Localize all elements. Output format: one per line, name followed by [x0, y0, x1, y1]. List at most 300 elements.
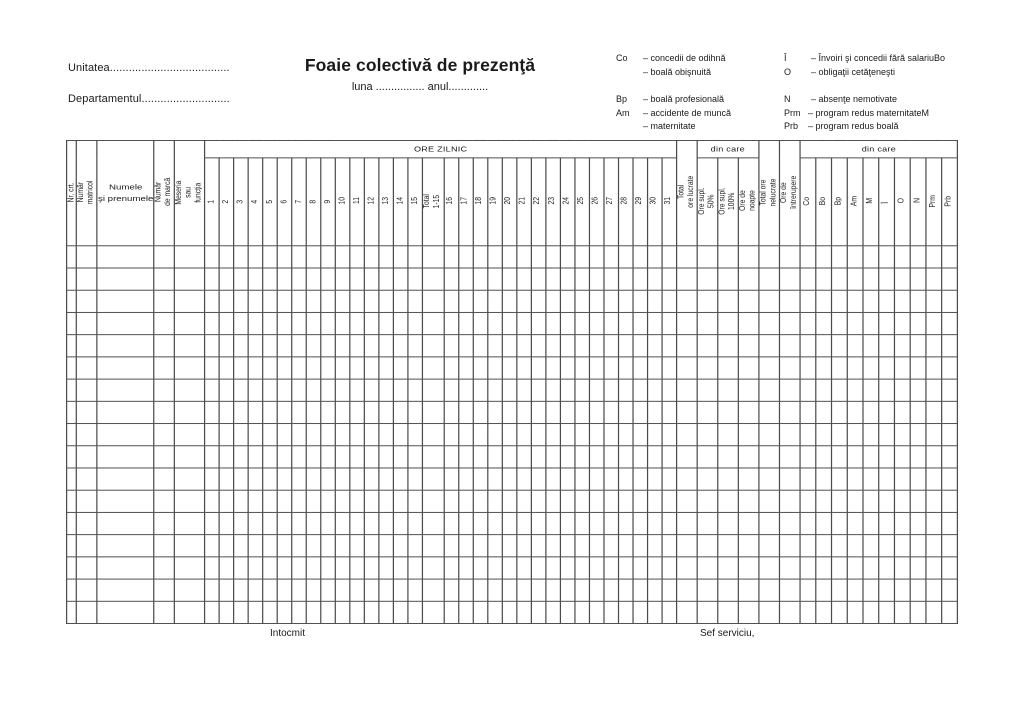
table-cell[interactable] — [603, 401, 618, 423]
table-cell[interactable] — [77, 335, 98, 357]
table-row[interactable] — [67, 312, 958, 334]
table-cell[interactable] — [618, 512, 633, 534]
table-cell[interactable] — [697, 357, 718, 379]
table-cell[interactable] — [759, 290, 780, 312]
table-cell[interactable] — [77, 246, 98, 268]
table-cell[interactable] — [603, 290, 618, 312]
table-cell[interactable] — [603, 446, 618, 468]
table-cell[interactable] — [910, 446, 926, 468]
table-cell[interactable] — [662, 490, 677, 512]
table-cell[interactable] — [633, 468, 648, 490]
table-cell[interactable] — [780, 401, 801, 423]
table-cell[interactable] — [942, 290, 958, 312]
table-cell[interactable] — [516, 446, 531, 468]
table-cell[interactable] — [292, 557, 307, 579]
table-cell[interactable] — [633, 401, 648, 423]
table-cell[interactable] — [249, 379, 264, 401]
table-cell[interactable] — [77, 424, 98, 446]
table-cell[interactable] — [717, 335, 738, 357]
table-cell[interactable] — [502, 268, 517, 290]
table-cell[interactable] — [502, 424, 517, 446]
table-cell[interactable] — [423, 379, 444, 401]
table-cell[interactable] — [863, 512, 879, 534]
table-cell[interactable] — [220, 446, 235, 468]
table-cell[interactable] — [263, 357, 278, 379]
table-cell[interactable] — [516, 312, 531, 334]
table-cell[interactable] — [738, 290, 759, 312]
table-cell[interactable] — [154, 357, 175, 379]
table-cell[interactable] — [220, 557, 235, 579]
table-cell[interactable] — [365, 401, 380, 423]
table-cell[interactable] — [879, 557, 895, 579]
table-cell[interactable] — [307, 446, 322, 468]
table-cell[interactable] — [633, 379, 648, 401]
table-cell[interactable] — [394, 468, 409, 490]
table-cell[interactable] — [816, 357, 832, 379]
table-cell[interactable] — [574, 468, 589, 490]
table-cell[interactable] — [738, 557, 759, 579]
table-cell[interactable] — [780, 490, 801, 512]
table-cell[interactable] — [350, 246, 365, 268]
table-cell[interactable] — [444, 557, 459, 579]
table-cell[interactable] — [545, 268, 560, 290]
table-cell[interactable] — [321, 357, 336, 379]
table-cell[interactable] — [307, 379, 322, 401]
table-cell[interactable] — [473, 512, 488, 534]
table-cell[interactable] — [336, 312, 351, 334]
table-cell[interactable] — [458, 424, 473, 446]
table-cell[interactable] — [863, 290, 879, 312]
table-cell[interactable] — [738, 379, 759, 401]
table-cell[interactable] — [278, 335, 293, 357]
table-cell[interactable] — [379, 246, 394, 268]
table-cell[interactable] — [175, 335, 205, 357]
table-cell[interactable] — [97, 468, 154, 490]
table-cell[interactable] — [816, 290, 832, 312]
table-cell[interactable] — [676, 357, 697, 379]
table-cell[interactable] — [234, 490, 249, 512]
table-cell[interactable] — [926, 512, 942, 534]
table-cell[interactable] — [816, 601, 832, 623]
table-cell[interactable] — [321, 512, 336, 534]
table-cell[interactable] — [67, 535, 77, 557]
table-cell[interactable] — [895, 268, 911, 290]
table-cell[interactable] — [205, 446, 220, 468]
table-cell[interactable] — [249, 335, 264, 357]
table-cell[interactable] — [365, 357, 380, 379]
table-cell[interactable] — [249, 579, 264, 601]
table-cell[interactable] — [574, 424, 589, 446]
table-cell[interactable] — [697, 535, 718, 557]
table-cell[interactable] — [67, 468, 77, 490]
table-cell[interactable] — [545, 490, 560, 512]
table-cell[interactable] — [895, 401, 911, 423]
table-row[interactable] — [67, 468, 958, 490]
table-cell[interactable] — [942, 579, 958, 601]
table-cell[interactable] — [847, 601, 863, 623]
table-cell[interactable] — [618, 468, 633, 490]
table-cell[interactable] — [816, 512, 832, 534]
table-cell[interactable] — [863, 379, 879, 401]
table-cell[interactable] — [220, 601, 235, 623]
table-cell[interactable] — [154, 290, 175, 312]
table-cell[interactable] — [942, 312, 958, 334]
table-cell[interactable] — [697, 335, 718, 357]
table-cell[interactable] — [307, 579, 322, 601]
table-cell[interactable] — [545, 446, 560, 468]
table-cell[interactable] — [220, 490, 235, 512]
table-cell[interactable] — [350, 579, 365, 601]
table-cell[interactable] — [717, 512, 738, 534]
table-cell[interactable] — [531, 535, 546, 557]
table-cell[interactable] — [832, 357, 848, 379]
table-cell[interactable] — [633, 357, 648, 379]
table-cell[interactable] — [633, 579, 648, 601]
table-cell[interactable] — [175, 357, 205, 379]
table-cell[interactable] — [589, 446, 604, 468]
table-cell[interactable] — [926, 246, 942, 268]
table-cell[interactable] — [307, 557, 322, 579]
table-cell[interactable] — [942, 512, 958, 534]
table-cell[interactable] — [77, 379, 98, 401]
table-cell[interactable] — [589, 535, 604, 557]
table-cell[interactable] — [154, 579, 175, 601]
table-cell[interactable] — [154, 446, 175, 468]
table-cell[interactable] — [618, 490, 633, 512]
table-cell[interactable] — [662, 557, 677, 579]
table-row[interactable] — [67, 401, 958, 423]
table-cell[interactable] — [780, 424, 801, 446]
table-cell[interactable] — [220, 268, 235, 290]
table-cell[interactable] — [502, 601, 517, 623]
table-cell[interactable] — [292, 468, 307, 490]
table-cell[interactable] — [154, 490, 175, 512]
table-cell[interactable] — [847, 401, 863, 423]
table-cell[interactable] — [321, 312, 336, 334]
table-cell[interactable] — [910, 424, 926, 446]
table-cell[interactable] — [847, 379, 863, 401]
table-cell[interactable] — [423, 312, 444, 334]
table-cell[interactable] — [863, 335, 879, 357]
table-cell[interactable] — [379, 312, 394, 334]
table-cell[interactable] — [697, 512, 718, 534]
table-cell[interactable] — [589, 312, 604, 334]
table-cell[interactable] — [780, 290, 801, 312]
table-row[interactable] — [67, 557, 958, 579]
table-cell[interactable] — [618, 557, 633, 579]
table-cell[interactable] — [487, 312, 502, 334]
table-cell[interactable] — [832, 490, 848, 512]
table-cell[interactable] — [697, 401, 718, 423]
table-cell[interactable] — [249, 557, 264, 579]
table-cell[interactable] — [487, 424, 502, 446]
table-cell[interactable] — [321, 490, 336, 512]
table-cell[interactable] — [307, 490, 322, 512]
table-cell[interactable] — [816, 535, 832, 557]
table-cell[interactable] — [574, 601, 589, 623]
table-cell[interactable] — [394, 601, 409, 623]
table-cell[interactable] — [321, 468, 336, 490]
table-cell[interactable] — [895, 557, 911, 579]
table-cell[interactable] — [895, 601, 911, 623]
table-cell[interactable] — [249, 357, 264, 379]
table-cell[interactable] — [249, 246, 264, 268]
table-cell[interactable] — [154, 601, 175, 623]
table-cell[interactable] — [910, 512, 926, 534]
table-cell[interactable] — [603, 601, 618, 623]
table-cell[interactable] — [458, 557, 473, 579]
table-cell[interactable] — [350, 379, 365, 401]
table-cell[interactable] — [408, 579, 423, 601]
table-cell[interactable] — [473, 335, 488, 357]
table-cell[interactable] — [697, 579, 718, 601]
table-cell[interactable] — [77, 268, 98, 290]
table-cell[interactable] — [647, 601, 662, 623]
table-cell[interactable] — [516, 335, 531, 357]
table-cell[interactable] — [307, 424, 322, 446]
table-cell[interactable] — [97, 312, 154, 334]
table-cell[interactable] — [516, 512, 531, 534]
table-cell[interactable] — [278, 557, 293, 579]
table-cell[interactable] — [531, 557, 546, 579]
table-cell[interactable] — [618, 246, 633, 268]
table-cell[interactable] — [697, 490, 718, 512]
table-cell[interactable] — [717, 424, 738, 446]
table-cell[interactable] — [263, 512, 278, 534]
table-cell[interactable] — [759, 557, 780, 579]
table-cell[interactable] — [618, 379, 633, 401]
table-cell[interactable] — [97, 557, 154, 579]
table-cell[interactable] — [292, 335, 307, 357]
table-cell[interactable] — [647, 512, 662, 534]
table-cell[interactable] — [321, 335, 336, 357]
table-cell[interactable] — [847, 335, 863, 357]
table-cell[interactable] — [662, 446, 677, 468]
table-cell[interactable] — [618, 290, 633, 312]
table-cell[interactable] — [487, 335, 502, 357]
table-cell[interactable] — [473, 535, 488, 557]
table-cell[interactable] — [408, 446, 423, 468]
table-cell[interactable] — [633, 535, 648, 557]
table-cell[interactable] — [780, 579, 801, 601]
table-cell[interactable] — [574, 401, 589, 423]
table-cell[interactable] — [545, 246, 560, 268]
table-cell[interactable] — [278, 379, 293, 401]
table-cell[interactable] — [394, 512, 409, 534]
table-cell[interactable] — [926, 335, 942, 357]
table-cell[interactable] — [444, 601, 459, 623]
table-cell[interactable] — [444, 512, 459, 534]
table-cell[interactable] — [97, 424, 154, 446]
table-cell[interactable] — [77, 601, 98, 623]
table-row[interactable] — [67, 579, 958, 601]
table-cell[interactable] — [423, 601, 444, 623]
table-cell[interactable] — [647, 579, 662, 601]
table-cell[interactable] — [365, 290, 380, 312]
table-cell[interactable] — [717, 579, 738, 601]
table-cell[interactable] — [574, 246, 589, 268]
table-cell[interactable] — [249, 535, 264, 557]
table-cell[interactable] — [487, 512, 502, 534]
table-cell[interactable] — [97, 512, 154, 534]
table-cell[interactable] — [473, 424, 488, 446]
table-cell[interactable] — [205, 579, 220, 601]
table-cell[interactable] — [574, 512, 589, 534]
table-cell[interactable] — [278, 468, 293, 490]
table-cell[interactable] — [444, 579, 459, 601]
table-cell[interactable] — [717, 557, 738, 579]
table-cell[interactable] — [487, 557, 502, 579]
table-cell[interactable] — [647, 246, 662, 268]
table-cell[interactable] — [502, 290, 517, 312]
table-cell[interactable] — [589, 246, 604, 268]
table-cell[interactable] — [336, 335, 351, 357]
table-cell[interactable] — [560, 490, 575, 512]
table-cell[interactable] — [738, 424, 759, 446]
table-cell[interactable] — [910, 579, 926, 601]
table-cell[interactable] — [800, 379, 816, 401]
table-cell[interactable] — [697, 246, 718, 268]
table-cell[interactable] — [574, 268, 589, 290]
table-cell[interactable] — [502, 401, 517, 423]
table-cell[interactable] — [545, 468, 560, 490]
table-cell[interactable] — [379, 379, 394, 401]
table-cell[interactable] — [516, 268, 531, 290]
table-cell[interactable] — [942, 468, 958, 490]
table-cell[interactable] — [67, 490, 77, 512]
table-cell[interactable] — [408, 490, 423, 512]
table-cell[interactable] — [220, 401, 235, 423]
table-cell[interactable] — [77, 401, 98, 423]
table-cell[interactable] — [800, 290, 816, 312]
table-cell[interactable] — [154, 535, 175, 557]
table-cell[interactable] — [560, 601, 575, 623]
table-cell[interactable] — [895, 512, 911, 534]
table-cell[interactable] — [379, 535, 394, 557]
table-cell[interactable] — [444, 290, 459, 312]
table-row[interactable] — [67, 379, 958, 401]
table-cell[interactable] — [249, 512, 264, 534]
table-cell[interactable] — [697, 601, 718, 623]
table-cell[interactable] — [800, 579, 816, 601]
table-cell[interactable] — [379, 601, 394, 623]
table-cell[interactable] — [77, 512, 98, 534]
table-cell[interactable] — [278, 357, 293, 379]
table-cell[interactable] — [780, 535, 801, 557]
table-cell[interactable] — [531, 401, 546, 423]
table-cell[interactable] — [895, 246, 911, 268]
table-cell[interactable] — [205, 379, 220, 401]
table-cell[interactable] — [545, 512, 560, 534]
table-cell[interactable] — [759, 424, 780, 446]
table-cell[interactable] — [926, 268, 942, 290]
table-cell[interactable] — [154, 401, 175, 423]
table-cell[interactable] — [175, 557, 205, 579]
table-cell[interactable] — [321, 446, 336, 468]
table-cell[interactable] — [759, 379, 780, 401]
table-cell[interactable] — [379, 446, 394, 468]
table-cell[interactable] — [336, 535, 351, 557]
table-cell[interactable] — [863, 601, 879, 623]
table-cell[interactable] — [926, 312, 942, 334]
table-cell[interactable] — [394, 446, 409, 468]
table-cell[interactable] — [910, 335, 926, 357]
table-cell[interactable] — [67, 401, 77, 423]
table-cell[interactable] — [394, 401, 409, 423]
table-cell[interactable] — [97, 535, 154, 557]
table-cell[interactable] — [516, 490, 531, 512]
table-cell[interactable] — [531, 579, 546, 601]
table-cell[interactable] — [336, 424, 351, 446]
table-cell[interactable] — [676, 401, 697, 423]
table-cell[interactable] — [697, 557, 718, 579]
table-cell[interactable] — [662, 290, 677, 312]
table-cell[interactable] — [154, 335, 175, 357]
table-cell[interactable] — [847, 490, 863, 512]
table-cell[interactable] — [307, 512, 322, 534]
table-cell[interactable] — [278, 246, 293, 268]
table-cell[interactable] — [560, 379, 575, 401]
table-cell[interactable] — [175, 468, 205, 490]
table-cell[interactable] — [487, 468, 502, 490]
table-cell[interactable] — [292, 535, 307, 557]
table-cell[interactable] — [205, 535, 220, 557]
table-cell[interactable] — [647, 535, 662, 557]
table-cell[interactable] — [307, 535, 322, 557]
table-cell[interactable] — [618, 579, 633, 601]
table-cell[interactable] — [444, 468, 459, 490]
table-cell[interactable] — [560, 268, 575, 290]
table-cell[interactable] — [717, 379, 738, 401]
table-row[interactable] — [67, 490, 958, 512]
table-cell[interactable] — [77, 579, 98, 601]
table-cell[interactable] — [832, 401, 848, 423]
table-cell[interactable] — [618, 446, 633, 468]
table-cell[interactable] — [832, 601, 848, 623]
table-cell[interactable] — [175, 601, 205, 623]
table-cell[interactable] — [458, 290, 473, 312]
table-cell[interactable] — [365, 246, 380, 268]
table-cell[interactable] — [879, 424, 895, 446]
table-cell[interactable] — [473, 268, 488, 290]
table-cell[interactable] — [816, 557, 832, 579]
table-cell[interactable] — [97, 490, 154, 512]
table-cell[interactable] — [879, 379, 895, 401]
table-cell[interactable] — [263, 601, 278, 623]
table-cell[interactable] — [816, 468, 832, 490]
table-cell[interactable] — [154, 268, 175, 290]
table-cell[interactable] — [502, 357, 517, 379]
table-cell[interactable] — [847, 424, 863, 446]
table-cell[interactable] — [278, 512, 293, 534]
table-cell[interactable] — [738, 512, 759, 534]
table-cell[interactable] — [926, 379, 942, 401]
table-cell[interactable] — [926, 579, 942, 601]
table-cell[interactable] — [336, 601, 351, 623]
table-cell[interactable] — [249, 468, 264, 490]
table-cell[interactable] — [531, 446, 546, 468]
table-cell[interactable] — [800, 424, 816, 446]
table-cell[interactable] — [759, 579, 780, 601]
table-cell[interactable] — [394, 424, 409, 446]
table-cell[interactable] — [67, 512, 77, 534]
table-cell[interactable] — [423, 268, 444, 290]
table-cell[interactable] — [879, 446, 895, 468]
table-cell[interactable] — [863, 490, 879, 512]
table-cell[interactable] — [717, 535, 738, 557]
table-cell[interactable] — [574, 312, 589, 334]
table-cell[interactable] — [942, 535, 958, 557]
